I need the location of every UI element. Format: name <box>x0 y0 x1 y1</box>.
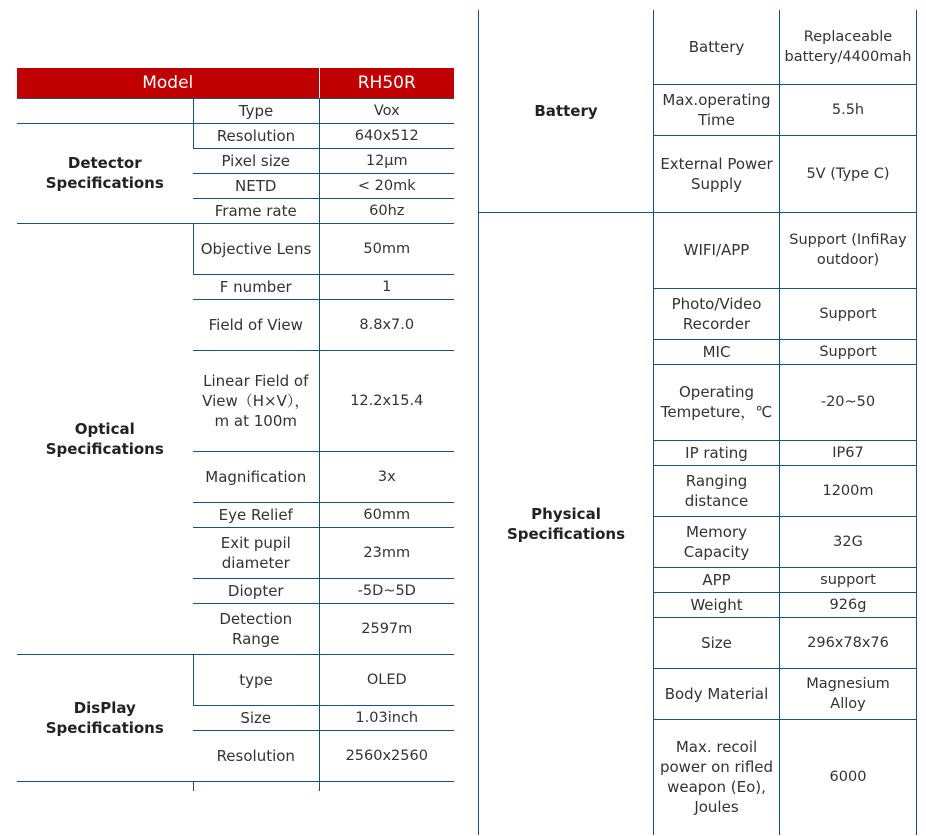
label-line: weapon (Eo), <box>667 778 766 797</box>
row-value: 926g <box>780 592 917 617</box>
row-value: -20~50 <box>780 364 917 440</box>
row-label: Body Material <box>654 668 780 719</box>
row-value: 1 <box>319 274 454 299</box>
group-physical <box>479 212 654 835</box>
row-value: 12μm <box>319 148 454 173</box>
row-label <box>654 84 780 135</box>
row-value: 6000 <box>780 719 917 835</box>
group-display <box>17 654 193 781</box>
row-label: Objective Lens <box>193 223 319 274</box>
row-label: Diopter <box>193 578 319 603</box>
label-line: diameter <box>221 553 290 572</box>
group-title-line: Specifications <box>45 174 164 192</box>
row-value: 1200m <box>780 465 917 516</box>
spec-table-right <box>478 10 917 835</box>
value-line: Alloy <box>830 695 866 712</box>
row-label <box>193 527 319 578</box>
table-row <box>17 654 454 705</box>
group-optical <box>17 223 193 654</box>
row-label <box>654 135 780 212</box>
row-value: 640x512 <box>319 123 454 148</box>
row-label: F number <box>193 274 319 299</box>
row-label: type <box>193 654 319 705</box>
table-row <box>479 212 917 288</box>
row-label: Pixel size <box>193 148 319 173</box>
row-label: Field of View <box>193 299 319 350</box>
group-battery: Battery <box>479 10 654 212</box>
row-value: 296x78x76 <box>780 617 917 668</box>
row-label: Size <box>654 617 780 668</box>
spec-table-left <box>17 68 454 791</box>
group-title-line: Specifications <box>45 718 164 737</box>
row-label <box>193 350 319 451</box>
row-label <box>654 465 780 516</box>
row-label: APP <box>654 567 780 592</box>
row-label <box>654 364 780 440</box>
value-line: outdoor) <box>816 252 880 268</box>
table-row <box>17 98 454 123</box>
row-value: 60hz <box>319 198 454 223</box>
label-line: m at 100m <box>214 411 297 430</box>
row-value: Support <box>780 288 917 339</box>
table-row <box>479 10 917 84</box>
row-label <box>654 516 780 567</box>
row-value: 5.5h <box>780 84 917 135</box>
value-line: Support (InfiRay <box>789 232 907 248</box>
label-line: Max. recoil <box>675 738 758 757</box>
group-title-line: DisPlay <box>73 698 136 717</box>
label-line: distance <box>684 491 749 510</box>
model-value: RH50R <box>319 68 454 98</box>
row-label: Frame rate <box>193 198 319 223</box>
group-title-line: Specifications <box>45 439 164 458</box>
group-title-line: Specifications <box>506 524 626 543</box>
row-value: 50mm <box>319 223 454 274</box>
table-row <box>17 123 454 148</box>
model-label: Model <box>17 68 319 98</box>
empty-cell <box>17 781 193 791</box>
row-value: 1.03inch <box>319 705 454 730</box>
label-line: Tempeture，℃ <box>660 403 773 421</box>
group-title-line: Physical <box>531 504 601 523</box>
row-value <box>780 668 917 719</box>
row-label <box>654 288 780 339</box>
label-line: Supply <box>690 174 743 193</box>
value-line: Magnesium <box>806 675 890 692</box>
label-line: Joules <box>694 798 739 817</box>
group-detector <box>17 123 193 223</box>
label-line: Detection <box>219 609 293 628</box>
row-value: 2597m <box>319 603 454 654</box>
row-label: Type <box>193 98 319 123</box>
row-label: MIC <box>654 339 780 364</box>
table-row <box>17 223 454 274</box>
row-value: Vox <box>319 98 454 123</box>
label-line: Memory <box>685 522 747 541</box>
row-value: 32G <box>780 516 917 567</box>
group-title-line: Detector <box>67 154 142 172</box>
row-value: Support <box>780 339 917 364</box>
empty-cell <box>17 98 193 123</box>
table-row <box>17 781 454 791</box>
row-label: Weight <box>654 592 780 617</box>
row-label: Resolution <box>193 123 319 148</box>
label-line: Capacity <box>683 542 750 561</box>
row-label <box>654 719 780 835</box>
value-line: Replaceable <box>803 28 893 45</box>
row-value: 8.8x7.0 <box>319 299 454 350</box>
value-line: battery/4400mah <box>784 48 912 65</box>
row-label: Resolution <box>193 730 319 781</box>
label-line: Exit pupil <box>220 533 291 552</box>
row-value <box>780 10 917 84</box>
row-value: 3x <box>319 451 454 502</box>
label-line: External Power <box>660 154 773 173</box>
row-value: 5V (Type C) <box>780 135 917 212</box>
row-value: 12.2x15.4 <box>319 350 454 451</box>
row-value: -5D~5D <box>319 578 454 603</box>
empty-cell <box>193 781 319 791</box>
row-value <box>780 212 917 288</box>
row-label: IP rating <box>654 440 780 465</box>
label-line: Range <box>231 629 280 648</box>
label-line: Max.operating <box>662 90 771 109</box>
row-value: 23mm <box>319 527 454 578</box>
label-line: Photo/Video <box>671 294 762 313</box>
row-value: support <box>780 567 917 592</box>
empty-cell <box>319 781 454 791</box>
label-line: Linear Field of <box>203 371 309 390</box>
row-label: Eye Relief <box>193 502 319 527</box>
row-value: 2560x2560 <box>319 730 454 781</box>
row-label <box>193 603 319 654</box>
label-line: power on rifled <box>659 758 774 777</box>
row-label: Magnification <box>193 451 319 502</box>
header-row <box>17 68 454 98</box>
row-value: IP67 <box>780 440 917 465</box>
label-line: View（H×V）， <box>202 391 310 410</box>
row-label: WIFI/APP <box>654 212 780 288</box>
label-line: Time <box>698 110 735 129</box>
row-value: OLED <box>319 654 454 705</box>
row-value: < 20mk <box>319 173 454 198</box>
label-line: Operating <box>679 383 754 401</box>
row-label: Size <box>193 705 319 730</box>
label-line: Ranging <box>685 471 748 490</box>
row-value: 60mm <box>319 502 454 527</box>
row-label: Battery <box>654 10 780 84</box>
label-line: Recorder <box>682 314 751 333</box>
group-title-line: Optical <box>74 419 135 438</box>
row-label: NETD <box>193 173 319 198</box>
